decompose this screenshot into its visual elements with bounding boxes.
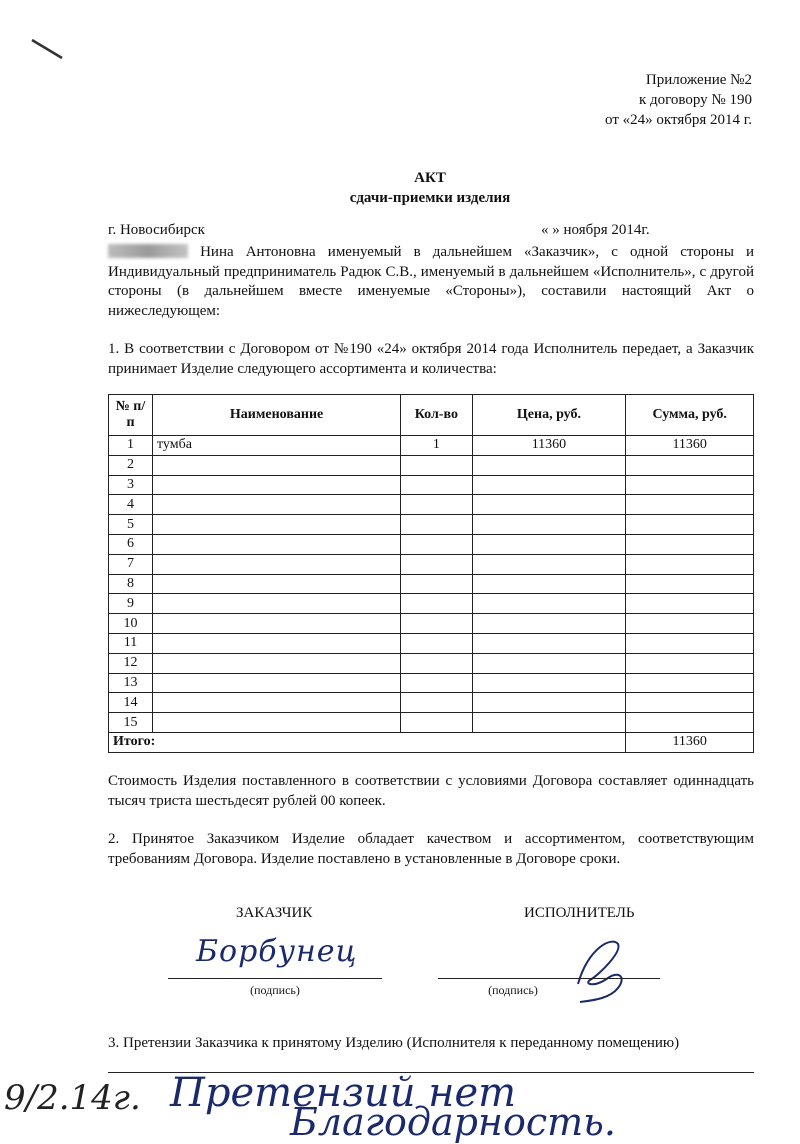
table-row	[109, 515, 754, 535]
row-quantity	[401, 554, 472, 574]
appendix-line-2: к договору № 190	[638, 92, 752, 108]
row-name	[153, 574, 401, 594]
row-name	[153, 475, 401, 495]
row-quantity	[401, 614, 472, 634]
row-number: 3	[109, 475, 153, 495]
row-number: 4	[109, 495, 153, 515]
row-price	[472, 515, 626, 535]
row-sum	[626, 574, 754, 594]
row-name: тумба	[153, 436, 401, 456]
place: г. Новосибирск	[108, 222, 205, 238]
total-value: 11360	[626, 732, 754, 752]
row-number: 2	[109, 455, 153, 475]
appendix-line-1: Приложение №2	[645, 72, 752, 88]
row-number: 14	[109, 693, 153, 713]
row-sum	[626, 693, 754, 713]
clause-2: 2. Принятое Заказчиком Изделие обладает качеством и ассортиментом, соответствующим требованиям Договора. Изделие поставлено в установленные в Договоре сроки.	[108, 831, 754, 867]
table-row	[109, 594, 754, 614]
row-quantity	[401, 455, 472, 475]
items-table	[108, 394, 754, 753]
clause-1: 1. В соответствии с Договором от №190 «24» октября 2014 года Исполнитель передает, а Заказчик принимает Изделие следующего ассортимента и количества:	[108, 341, 754, 377]
table-row	[109, 653, 754, 673]
row-number: 1	[109, 436, 153, 456]
row-quantity	[401, 534, 472, 554]
customer-signature-caption: (подпись)	[250, 983, 300, 997]
document-title	[0, 168, 800, 208]
redacted-surname	[108, 244, 188, 258]
customer-signature-line	[168, 978, 382, 979]
table-row	[109, 495, 754, 515]
table-row	[109, 633, 754, 653]
row-name	[153, 534, 401, 554]
row-price	[472, 653, 626, 673]
row-quantity	[401, 515, 472, 535]
row-name	[153, 653, 401, 673]
table-row	[109, 554, 754, 574]
row-price	[472, 633, 626, 653]
row-name	[153, 614, 401, 634]
contractor-signature-line	[438, 978, 660, 979]
row-price: 11360	[472, 436, 626, 456]
title-line-2: сдачи-приемки изделия	[349, 190, 511, 206]
appendix-line-3: от «24» октября 2014 г.	[605, 112, 752, 128]
header-sum: Сумма, руб.	[626, 395, 754, 436]
row-price	[472, 713, 626, 733]
table-total-row	[109, 732, 754, 752]
row-number: 8	[109, 574, 153, 594]
row-price	[472, 614, 626, 634]
handwritten-note-line-2: Благодарность.	[290, 1100, 616, 1144]
table-row	[109, 693, 754, 713]
row-quantity	[401, 574, 472, 594]
row-number: 13	[109, 673, 153, 693]
header-name: Наименование	[153, 395, 401, 436]
row-quantity	[401, 653, 472, 673]
row-name	[153, 693, 401, 713]
row-name	[153, 713, 401, 733]
row-quantity	[401, 594, 472, 614]
header-quantity: Кол-во	[401, 395, 472, 436]
row-quantity	[401, 713, 472, 733]
row-number: 5	[109, 515, 153, 535]
preamble-text: Нина Антоновна именуемый в дальнейшем «Заказчик», с одной стороны и Индивидуальный предприниматель Радюк С.В., именуемый в дальнейшем «Исполнитель», с другой стороны (в дальнейшем вместе именуемые «Стороны»), составили настоящий Акт о нижеследующем:	[108, 244, 754, 319]
table-row	[109, 713, 754, 733]
row-sum	[626, 653, 754, 673]
header-price: Цена, руб.	[472, 395, 626, 436]
row-quantity: 1	[401, 436, 472, 456]
contractor-signature-caption: (подпись)	[488, 983, 538, 997]
row-price	[472, 693, 626, 713]
contractor-label: ИСПОЛНИТЕЛЬ	[524, 905, 635, 921]
row-sum	[626, 554, 754, 574]
date: « » ноября 2014г.	[541, 222, 650, 238]
customer-label: ЗАКАЗЧИК	[236, 905, 313, 921]
table-row	[109, 436, 754, 456]
header-number: № п/п	[109, 395, 153, 436]
row-price	[472, 594, 626, 614]
appendix-header	[605, 70, 752, 130]
row-name	[153, 515, 401, 535]
row-number: 7	[109, 554, 153, 574]
row-quantity	[401, 475, 472, 495]
row-name	[153, 495, 401, 515]
clause-3: 3. Претензии Заказчика к принятому Изделию (Исполнителя к переданному помещению)	[108, 1035, 680, 1051]
row-name	[153, 673, 401, 693]
row-number: 12	[109, 653, 153, 673]
preamble-paragraph	[108, 243, 754, 321]
row-price	[472, 475, 626, 495]
row-sum	[626, 475, 754, 495]
row-number: 11	[109, 633, 153, 653]
row-number: 6	[109, 534, 153, 554]
row-sum	[626, 713, 754, 733]
row-name	[153, 455, 401, 475]
row-quantity	[401, 495, 472, 515]
row-price	[472, 554, 626, 574]
row-price	[472, 574, 626, 594]
row-name	[153, 554, 401, 574]
row-number: 10	[109, 614, 153, 634]
customer-signature: Борбунец	[196, 934, 358, 969]
table-row	[109, 534, 754, 554]
table-header-row	[109, 395, 754, 436]
cost-paragraph: Стоимость Изделия поставленного в соответствии с условиями Договора составляет одиннадцать тысяч триста шестьдесят рублей 00 копеек.	[108, 773, 754, 809]
row-price	[472, 534, 626, 554]
row-sum	[626, 594, 754, 614]
table-row	[109, 455, 754, 475]
total-label: Итого:	[109, 732, 626, 752]
row-name	[153, 633, 401, 653]
row-sum	[626, 534, 754, 554]
row-name	[153, 594, 401, 614]
table-row	[109, 574, 754, 594]
handwritten-note-line-1: Претензий нет	[170, 1070, 517, 1116]
row-price	[472, 673, 626, 693]
table-row	[109, 475, 754, 495]
table-row	[109, 673, 754, 693]
row-number: 15	[109, 713, 153, 733]
row-quantity	[401, 673, 472, 693]
row-sum	[626, 673, 754, 693]
row-quantity	[401, 693, 472, 713]
row-sum	[626, 495, 754, 515]
scan-mark	[28, 36, 68, 66]
row-sum	[626, 515, 754, 535]
row-price	[472, 495, 626, 515]
title-line-1: АКТ	[414, 170, 446, 186]
row-number: 9	[109, 594, 153, 614]
row-sum	[626, 455, 754, 475]
handwritten-date: 9/2.14г.	[4, 1078, 141, 1118]
row-sum: 11360	[626, 436, 754, 456]
row-sum	[626, 633, 754, 653]
table-row	[109, 614, 754, 634]
row-sum	[626, 614, 754, 634]
row-quantity	[401, 633, 472, 653]
row-price	[472, 455, 626, 475]
